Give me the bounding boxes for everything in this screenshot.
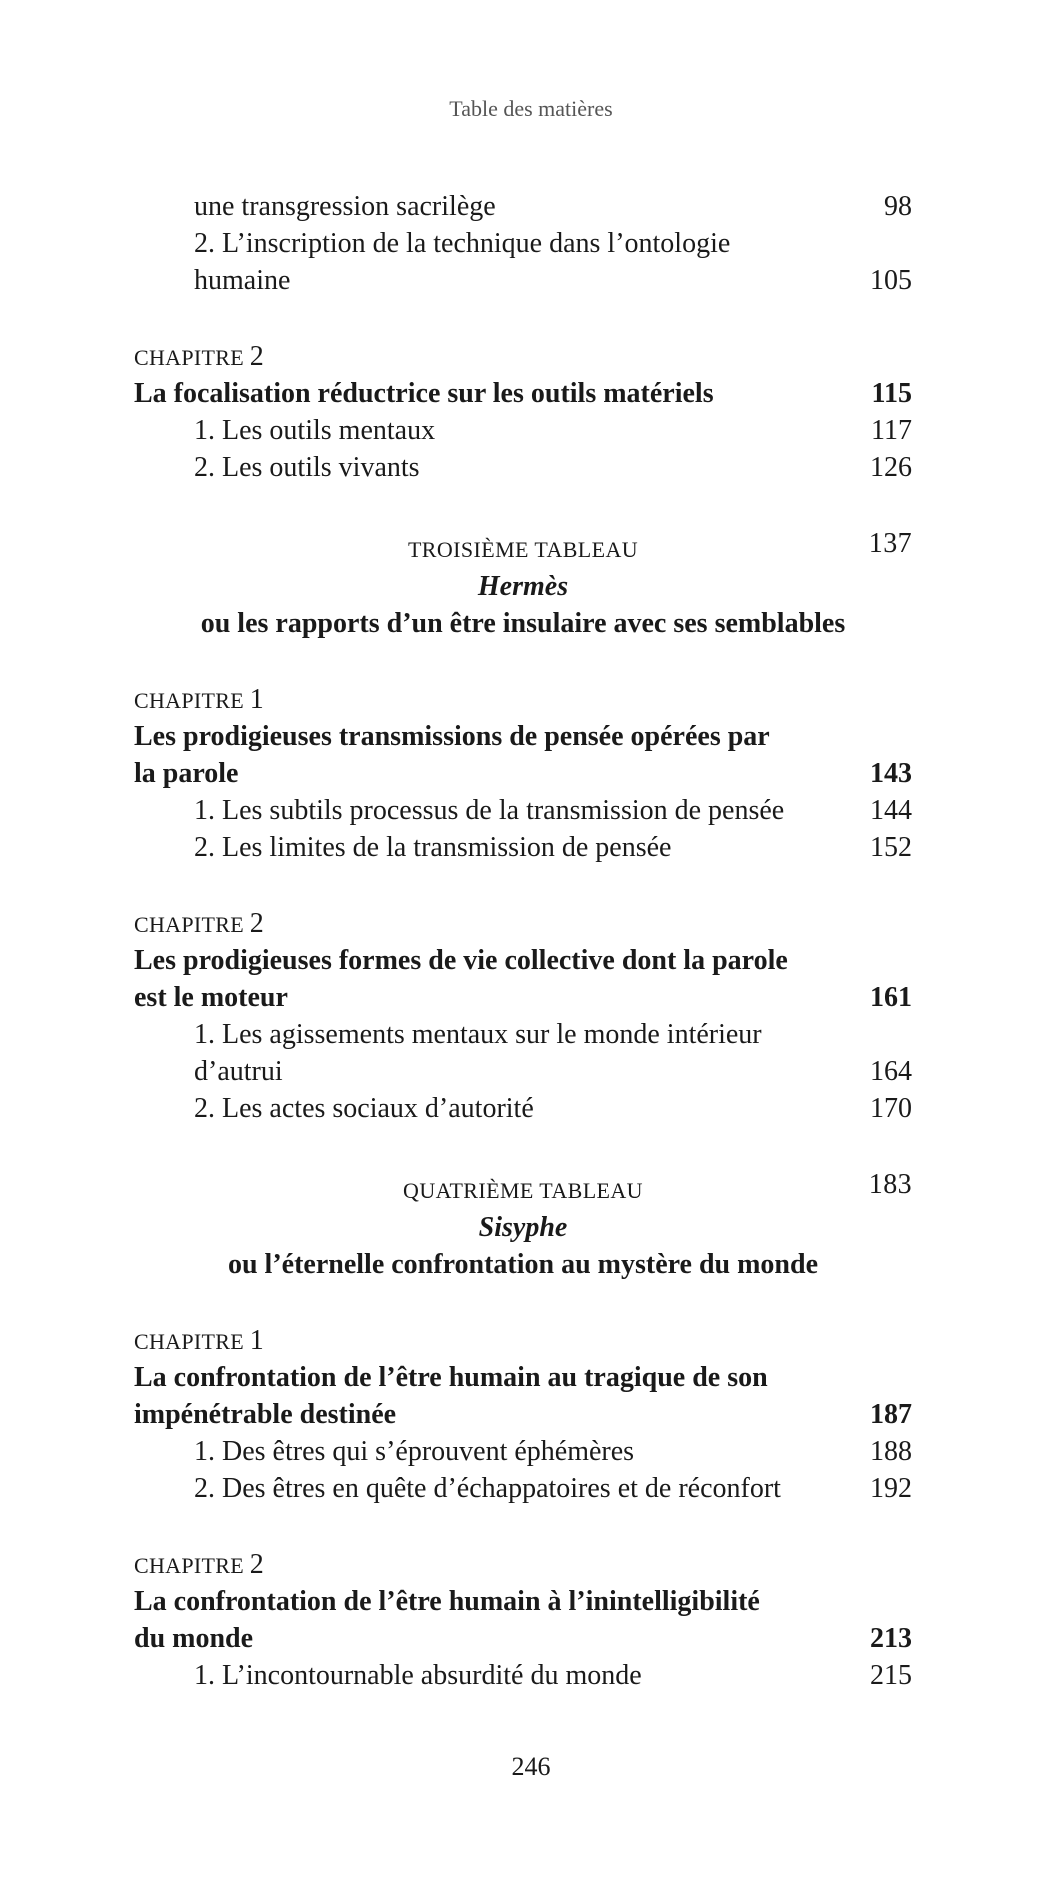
chapter-number: 1 [249,1325,265,1356]
toc-entry [134,1433,912,1470]
chapter-title [134,979,912,1016]
chapter-word: CHAPITRE [134,912,244,937]
chapter-word: CHAPITRE [134,1553,244,1578]
entry-page: 192 [870,1473,912,1504]
chapter-title [134,375,912,412]
entry-page: 98 [884,191,912,222]
chapter-number: 2 [249,908,265,939]
tableau-subtitle-text: ou l’éternelle confrontation au mystère du monde [227,1249,819,1280]
spacer [134,1283,912,1322]
chapter-title-text: La focalisation réductrice sur les outils matériels [134,378,714,409]
entry-page: 144 [870,795,912,826]
chapter-number: 2 [249,1549,265,1580]
entry-title: 2. Des êtres en quête d’échappatoires et de réconfort [194,1473,781,1504]
entry-page: 126 [870,452,912,483]
chapter-label [134,681,912,718]
chapter-title [134,942,912,979]
entry-page: 215 [870,1660,912,1691]
chapter-word: CHAPITRE [134,345,244,370]
entry-page: 152 [870,832,912,863]
chapter-page: 143 [870,758,912,789]
toc-entry [134,412,912,449]
spacer [134,866,912,905]
entry-title: 1. Les outils mentaux [194,415,436,446]
entry-title: 1. Des êtres qui s’éprouvent éphémères [194,1436,635,1467]
spacer [134,642,912,681]
toc-entry [134,1090,912,1127]
tableau-label: TROISIÈME TABLEAU [407,537,639,562]
chapter-page: 187 [870,1399,912,1430]
tableau-name [134,1209,912,1246]
entry-title: 1. Les subtils processus de la transmission de pensée [194,795,785,826]
running-head: Table des matières [449,96,613,121]
entry-page: 170 [870,1093,912,1124]
entry-title: 1. Les agissements mentaux sur le monde intérieur [194,1019,762,1050]
tableau-page: 137 [868,528,912,559]
tableau-subtitle [134,1246,912,1283]
chapter-label [134,338,912,375]
chapter-title-text: est le moteur [134,982,288,1013]
toc-entry [134,1657,912,1694]
toc-entry [134,1470,912,1507]
entry-title: 2. L’inscription de la technique dans l’ontologie [194,228,731,259]
spacer [134,299,912,338]
entry-title: 2. Les limites de la transmission de pensée [194,832,672,863]
entry-page: 105 [870,265,912,296]
entry-title: 2. Les actes sociaux d’autorité [194,1093,534,1124]
entry-page: 188 [870,1436,912,1467]
entry-title: d’autrui [194,1056,283,1087]
tableau-label: QUATRIÈME TABLEAU [403,1178,643,1203]
tableau-subtitle-text: ou les rapports d’un être insulaire avec ses semblables [200,608,846,639]
entry-title: 2. Les outils vivants [194,452,420,483]
chapter-label [134,1546,912,1583]
chapter-title [134,1359,912,1396]
spacer [134,486,912,525]
toc-entry [134,792,912,829]
entry-page: 164 [870,1056,912,1087]
chapter-title [134,1396,912,1433]
chapter-page: 115 [871,378,912,409]
entry-title: 1. L’incontournable absurdité du monde [194,1660,642,1691]
spacer [134,1507,912,1546]
tableau-name [134,568,912,605]
tableau-heading [134,525,912,562]
table-of-contents [134,188,912,1694]
chapter-title [134,718,912,755]
tableau-page: 183 [868,1169,912,1200]
toc-entry [134,449,912,486]
tableau-name-text: Sisyphe [478,1212,568,1243]
chapter-title-text: La confrontation de l’être humain à l’inintelligibilité [134,1586,760,1617]
toc-entry [134,262,912,299]
tableau-name-text: Hermès [477,571,569,602]
chapter-page: 213 [870,1623,912,1654]
page-number: 246 [511,1752,551,1781]
tableau-heading [134,1166,912,1203]
chapter-title-text: La confrontation de l’être humain au tragique de son [134,1362,768,1393]
chapter-label [134,905,912,942]
chapter-title-text: Les prodigieuses transmissions de pensée opérées par [134,721,770,752]
chapter-label [134,1322,912,1359]
chapter-title-text: impénétrable destinée [134,1399,397,1430]
toc-entry [134,829,912,866]
chapter-page: 161 [870,982,912,1013]
entry-title: humaine [194,265,291,296]
chapter-word: CHAPITRE [134,688,244,713]
entry-title: une transgression sacrilège [194,191,496,222]
chapter-title-text: la parole [134,758,239,789]
chapter-title [134,755,912,792]
chapter-title [134,1583,912,1620]
toc-entry [134,188,912,225]
toc-entry [134,1053,912,1090]
chapter-number: 2 [249,341,265,372]
entry-page: 117 [871,415,912,446]
chapter-number: 1 [249,684,265,715]
spacer [134,1127,912,1166]
chapter-title-text: Les prodigieuses formes de vie collective dont la parole [134,945,788,976]
chapter-word: CHAPITRE [134,1329,244,1354]
chapter-title-text: du monde [134,1623,254,1654]
tableau-subtitle [134,605,912,642]
toc-entry [134,1016,912,1053]
toc-entry [134,225,912,262]
chapter-title [134,1620,912,1657]
